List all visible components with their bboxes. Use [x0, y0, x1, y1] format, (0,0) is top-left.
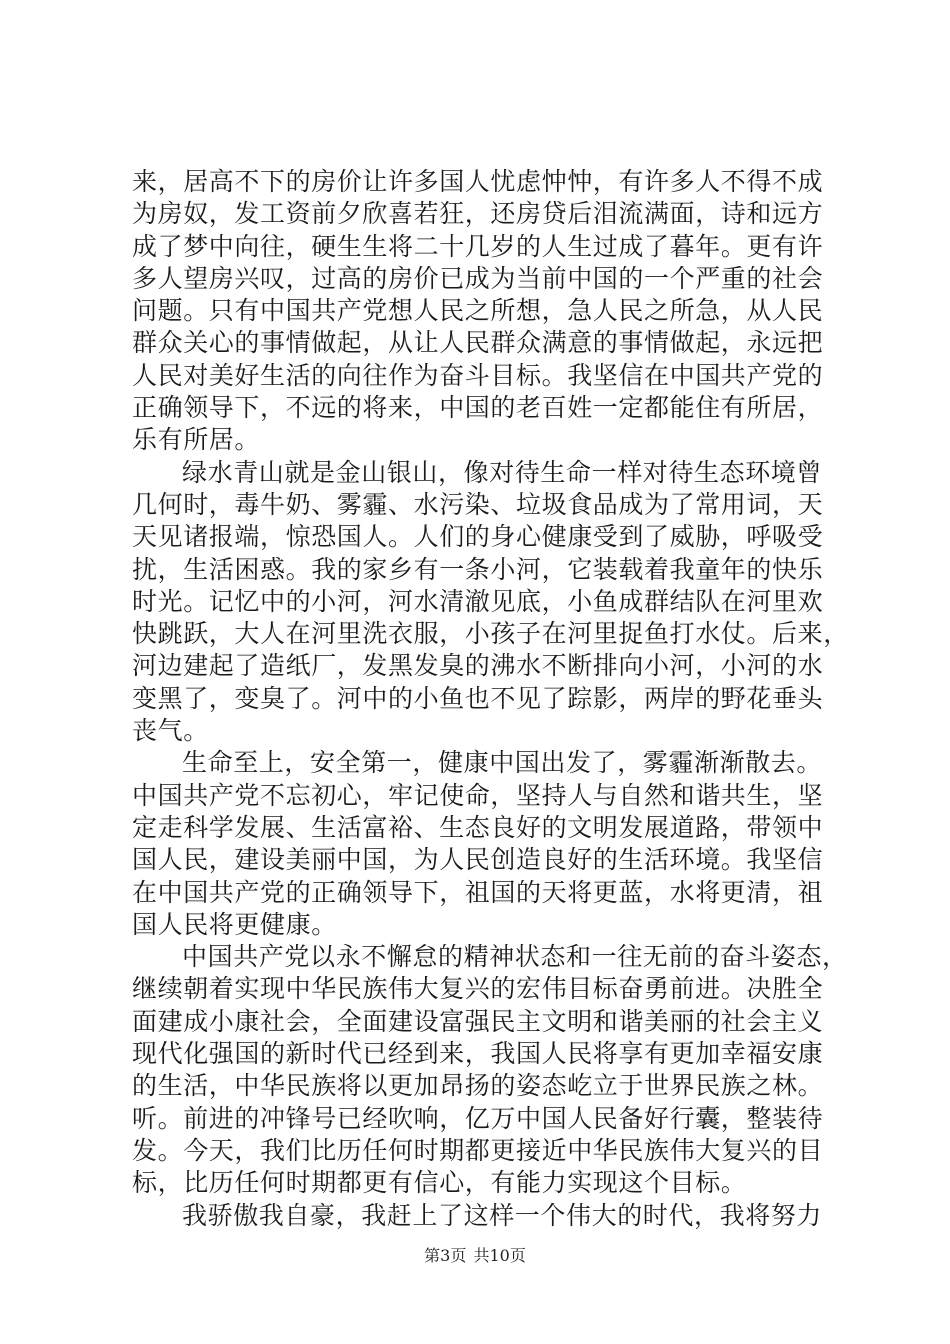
- text-line: 天见诸报端，惊恐国人。人们的身心健康受到了威胁，呼吸受: [132, 522, 824, 552]
- text-line: 标，比历任何时期都更有信心，有能力实现这个目标。: [132, 1168, 747, 1198]
- text-line: 的生活，中华民族将以更加昂扬的姿态屹立于世界民族之林。: [132, 1071, 824, 1101]
- text-line: 我骄傲我自豪，我赶上了这样一个伟大的时代，我将努力: [182, 1200, 823, 1230]
- text-line: 为房奴，发工资前夕欣喜若狂，还房贷后泪流满面，诗和远方: [132, 199, 824, 229]
- text-line: 几何时，毒牛奶、雾霾、水污染、垃圾食品成为了常用词，天: [132, 489, 824, 519]
- body-text: [132, 166, 849, 1232]
- text-line: 变黑了，变臭了。河中的小鱼也不见了踪影，两岸的野花垂头: [132, 683, 824, 713]
- text-line: 继续朝着实现中华民族伟大复兴的宏伟目标奋勇前进。决胜全: [132, 974, 824, 1004]
- text-line: 定走科学发展、生活富裕、生态良好的文明发展道路，带领中: [132, 812, 824, 842]
- text-line: 生命至上，安全第一，健康中国出发了，雾霾渐渐散去。: [182, 748, 823, 778]
- text-line: 国人民，建设美丽中国，为人民创造良好的生活环境。我坚信: [132, 845, 824, 875]
- text-line: 快跳跃，大人在河里洗衣服，小孩子在河里捉鱼打水仗。后来，: [132, 619, 849, 649]
- text-line: 成了梦中向往，硬生生将二十几岁的人生过成了暮年。更有许: [132, 231, 824, 261]
- text-line: 丧气。: [132, 716, 209, 746]
- text-line: 在中国共产党的正确领导下，祖国的天将更蓝，水将更清，祖: [132, 877, 824, 907]
- text-line: 绿水青山就是金山银山，像对待生命一样对待生态环境曾: [182, 457, 823, 487]
- text-line: 中国共产党不忘初心，牢记使命，坚持人与自然和谐共生，坚: [132, 780, 824, 810]
- page-number: 第3页: [424, 1246, 467, 1265]
- text-line: 来，居高不下的房价让许多国人忧虑忡忡，有许多人不得不成: [132, 167, 824, 196]
- text-line: 正确领导下，不远的将来，中国的老百姓一定都能住有所居，: [132, 393, 824, 423]
- text-line: 多人望房兴叹，过高的房价已成为当前中国的一个严重的社会: [132, 263, 824, 293]
- text-line: 现代化强国的新时代已经到来，我国人民将享有更加幸福安康: [132, 1039, 824, 1069]
- text-line: 时光。记忆中的小河，河水清澈见底，小鱼成群结队在河里欢: [132, 586, 824, 616]
- text-line: 听。前进的冲锋号已经吹响，亿万中国人民备好行囊，整装待: [132, 1103, 824, 1133]
- text-line: 面建成小康社会，全面建设富强民主文明和谐美丽的社会主义: [132, 1006, 824, 1036]
- text-line: 扰，生活困惑。我的家乡有一条小河，它装载着我童年的快乐: [132, 554, 824, 584]
- text-line: 乐有所居。: [132, 425, 261, 455]
- text-line: 问题。只有中国共产党想人民之所想，急人民之所急，从人民: [132, 296, 824, 326]
- page-total: 共10页: [473, 1246, 526, 1265]
- text-line: 人民对美好生活的向往作为奋斗目标。我坚信在中国共产党的: [132, 360, 824, 390]
- text-line: 发。今天，我们比历任何时期都更接近中华民族伟大复兴的目: [132, 1135, 824, 1165]
- text-line: 河边建起了造纸厂，发黑发臭的沸水不断排向小河，小河的水: [132, 651, 824, 681]
- page-footer: [0, 1243, 950, 1266]
- text-line: 群众关心的事情做起，从让人民群众满意的事情做起，永远把: [132, 328, 824, 358]
- text-line: 中国共产党以永不懈怠的精神状态和一往无前的奋斗姿态，: [182, 942, 848, 972]
- text-line: 国人民将更健康。: [132, 909, 337, 939]
